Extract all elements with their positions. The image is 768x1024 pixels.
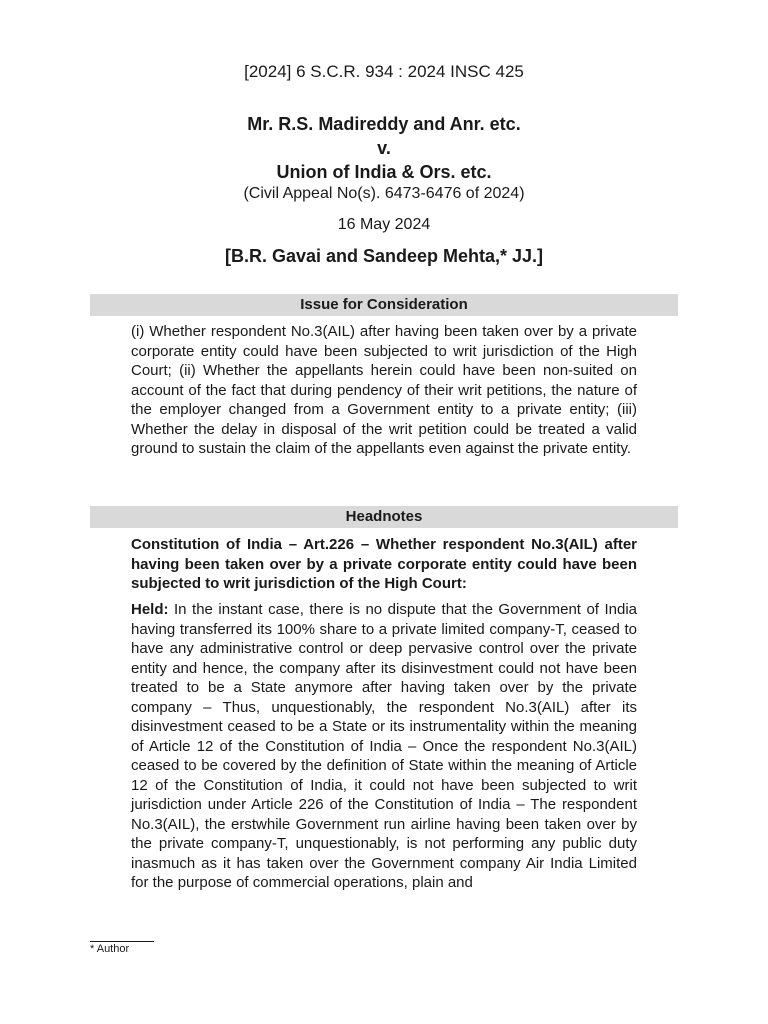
- issue-heading: Issue for Consideration: [90, 294, 678, 316]
- respondent-name: Union of India & Ors. etc.: [276, 162, 492, 182]
- appeal-number: (Civil Appeal No(s). 6473-6476 of 2024): [243, 185, 525, 202]
- case-parties: [0, 112, 768, 184]
- footnote-divider: [90, 941, 154, 942]
- held-label: Held:: [131, 601, 169, 618]
- issue-text: (i) Whether respondent No.3(AIL) after having been taken over by a private corporate entity could have been subjected to writ jurisdiction of the High Court; (ii) Whether the appellants herein could have been non-suited on account of the fact that during pendency of their writ petitions, the nature of the employer changed from a Government entity to a private entity; (iii) Whether the delay in disposal of the writ petition could be treated a valid ground to sustain the claim of the appellants even against the private entity.: [131, 323, 637, 457]
- footnote: * Author: [90, 943, 130, 955]
- appellant-name: Mr. R.S. Madireddy and Anr. etc.: [247, 114, 521, 134]
- headnote-title: Constitution of India – Art.226 – Whether respondent No.3(AIL) after having been taken over by a private corporate entity could have been subjected to writ jurisdiction of the High Court:: [131, 536, 637, 592]
- versus-label: v.: [377, 138, 391, 158]
- case-citation: [2024] 6 S.C.R. 934 : 2024 INSC 425: [244, 62, 524, 81]
- judgment-date: 16 May 2024: [337, 216, 431, 233]
- held-paragraph: [131, 600, 637, 893]
- headnotes-heading: Headnotes: [90, 506, 678, 528]
- held-text: In the instant case, there is no dispute that the Government of India having transferred its 100% share to a private limited company-T, ceased to have any administrative control or deep pervasive control over the private entity and hence, the company after its disinvestment could not have been treated to be a State anymore after having taken over by the private company – Thus, unquestionably, the respondent No.3(AIL) after its disinvestment ceased to be a State or its instrumentality within the meaning of Article 12 of the Constitution of India – Once the respondent No.3(AIL) ceased to be covered by the definition of State within the meaning of Article 12 of the Constitution of India, it could not have been subjected to writ jurisdiction under Article 226 of the Constitution of India – The respondent No.3(AIL), the erstwhile Government run airline having been taken over by the private company-T, unquestionably, is not performing any public duty inasmuch as it has taken over the Government company Air India Limited for the purpose of commercial operations, plain and: [131, 601, 637, 891]
- bench-judges: [B.R. Gavai and Sandeep Mehta,* JJ.]: [224, 246, 544, 266]
